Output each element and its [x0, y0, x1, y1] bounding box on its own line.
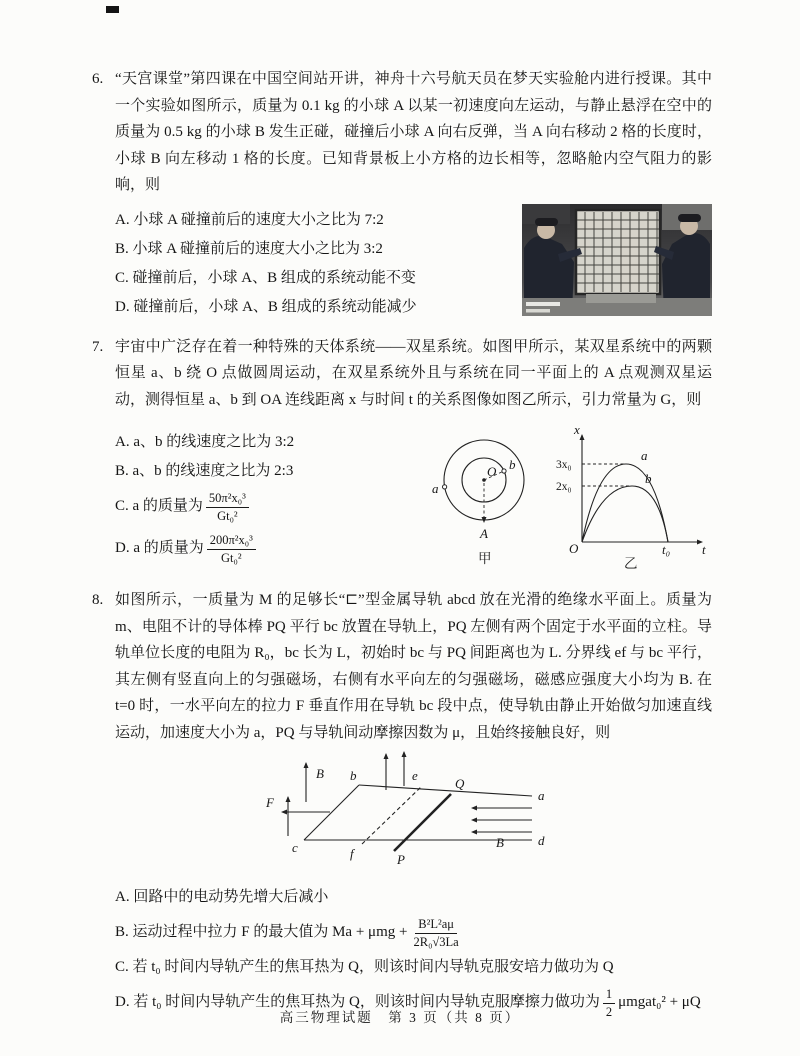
- option-b: B. 小球 A 碰撞前后的速度大小之比为 3:2: [115, 240, 383, 257]
- boundary-ef: [362, 786, 422, 844]
- question-8-number: 8.: [92, 592, 104, 608]
- question-6-text: “天宫课堂”第四课在中国空间站开讲，神舟十六号航天员在梦天实验舱内进行授课。其中一个实验如图所示，质量为 0.1 kg 的小球 A 以某一初速度向左运动，与静止悬浮在空中的质量为 0.5 kg 的小球 B 发生正碰，碰撞后小球 A 向右反弹，当 A 向右移动 2 格的长度时，小球 B 向左移动 1 格的长度。已知背景板上小方格的边长相等，忽略舱内空气阻力的影响，则: [115, 71, 712, 193]
- option-c: C. 碰撞前后，小球 A、B 组成的系统动能不变: [115, 269, 416, 286]
- fraction-denominator: 2R₀√3La: [413, 934, 459, 949]
- label-d: d: [537, 833, 544, 848]
- label-a: a: [537, 788, 544, 803]
- caption-bar: [526, 309, 550, 313]
- grid-board: [576, 210, 660, 294]
- option-a: A. 小球 A 碰撞前后的速度大小之比为 7:2: [115, 211, 384, 228]
- question-6: [92, 66, 712, 322]
- option-a: A. 回路中的电动势先增大后减小: [115, 889, 329, 905]
- label-e: e: [411, 768, 418, 783]
- option-d: [115, 528, 422, 570]
- option-b: B. a、b 的线速度之比为 2:3: [115, 463, 294, 479]
- fraction-numerator: 1: [603, 986, 615, 1003]
- fraction-denominator: 2: [605, 1004, 613, 1019]
- label-f: f: [349, 846, 354, 861]
- fraction-numerator: B²L²aμ: [415, 916, 457, 933]
- label-a: a: [432, 481, 439, 496]
- equipment-box: [586, 294, 656, 303]
- top-rail: [359, 785, 532, 796]
- question-7-number: 7.: [92, 338, 104, 355]
- label-O: O: [487, 464, 497, 479]
- question-8-options: [115, 883, 712, 1023]
- experiment-photo-image: [522, 204, 712, 316]
- label-A: A: [480, 526, 488, 541]
- label-Q: Q: [454, 776, 464, 791]
- page-content: [92, 66, 712, 1035]
- page-footer: 高三物理试题 第 3 页（共 8 页）: [279, 1010, 521, 1025]
- question-6-number: 6.: [92, 71, 104, 87]
- question-8-text: 如图所示，一质量为 M 的足够长“⊏”型金属导轨 abcd 放在光滑的绝缘水平面上。质量为 m、电阻不计的导体棒 PQ 平行 bc 放置在导轨上，PQ 左侧有两个固定于水平面的立柱。导轨单位长度的电阻为 R₀，bc 长为 L，初始时 bc 与 PQ 间距离也为 L. 分界线 ef 与 bc 平行，其左侧有竖直向上的匀强磁场，右侧有水平向左的匀强磁场，磁感应强度大小均为 B. 在 t=0 时，一水平向左的拉力 F 垂直作用在导轨 bc 段中点，使导轨由静止开始做匀加速直线运动，加速度大小为 a，PQ 与导轨间动摩擦因数为 μ，且始终接触良好，则: [115, 592, 712, 741]
- question-7-options: [115, 422, 422, 575]
- x-t-graph: [554, 422, 712, 575]
- caption-bar: [526, 302, 560, 306]
- fraction: [207, 532, 256, 566]
- scan-registration-mark: [106, 6, 119, 13]
- fraction: [410, 916, 461, 950]
- option-d-prefix: D. a 的质量为: [115, 540, 204, 557]
- label-b: b: [349, 768, 356, 783]
- question-8: [92, 587, 712, 1023]
- question-6-options: [115, 202, 510, 322]
- astronaut-left-hair: [535, 218, 558, 226]
- option-a: A. a、b 的线速度之比为 3:2: [115, 434, 295, 450]
- curve-a: [582, 464, 668, 542]
- curve-b-label: b: [645, 471, 652, 486]
- fraction: [206, 490, 249, 524]
- star-a-point: [443, 485, 447, 489]
- rod-PQ: [394, 794, 451, 851]
- binary-star-diagram: [424, 422, 552, 575]
- star-b-point: [502, 469, 506, 473]
- option-c: C. 若 t₀ 时间内导轨产生的焦耳热为 Q，则该时间内导轨克服安培力做功为 Q: [115, 959, 614, 975]
- question-7: [92, 334, 712, 576]
- curve-a-label: a: [641, 448, 648, 463]
- axis-label-t: t: [702, 542, 706, 557]
- option-b: [115, 913, 712, 953]
- rail-circuit-diagram: [115, 750, 712, 877]
- fraction-denominator: Gt₀²: [221, 550, 242, 565]
- question-7-text: 宇宙中广泛存在着一种特殊的天体系统——双星系统。如图甲所示，某双星系统中的两颗恒星 a、b 绕 O 点做圆周运动，在双星系统外且与系统在同一平面上的 A 点观测双星运动，测得恒星 a、b 到 OA 连线距离 x 与时间 t 的关系图像如图乙所示，引力常量为 G，则: [115, 338, 712, 408]
- label-P: P: [396, 852, 405, 867]
- fraction-denominator: Gt₀²: [217, 508, 238, 523]
- label-F: F: [265, 795, 274, 810]
- option-d-prefix: D. 若 t₀ 时间内导轨产生的焦耳热为 Q，则该时间内导轨克服摩擦力做功为: [115, 994, 600, 1011]
- axis-label-x: x: [574, 422, 580, 437]
- experiment-photo: [522, 202, 712, 322]
- option-b-prefix: B. 运动过程中拉力 F 的最大值为 Ma + μmg +: [115, 924, 408, 941]
- label-c: c: [291, 840, 298, 855]
- astronaut-right-hair: [678, 214, 701, 222]
- label-b: b: [509, 457, 516, 472]
- tick-3x0: 3x₀: [556, 459, 572, 471]
- tick-t0: t₀: [662, 542, 671, 557]
- fraction-numerator: 200π²x₀³: [207, 532, 256, 549]
- option-d-suffix: μmgat₀² + μQ: [618, 994, 701, 1011]
- label-B-left: B: [315, 766, 324, 781]
- option-c-prefix: C. a 的质量为: [115, 498, 203, 515]
- figure-caption-yi: 乙: [624, 556, 638, 570]
- option-d: D. 碰撞前后，小球 A、B 组成的系统动能减少: [115, 298, 417, 315]
- option-c: [115, 486, 422, 528]
- fraction-numerator: 50π²x₀³: [206, 490, 249, 507]
- figure-caption-jia: 甲: [478, 551, 492, 566]
- tick-2x0: 2x₀: [556, 481, 572, 493]
- origin-label: O: [569, 541, 579, 556]
- label-B-right: B: [495, 835, 504, 850]
